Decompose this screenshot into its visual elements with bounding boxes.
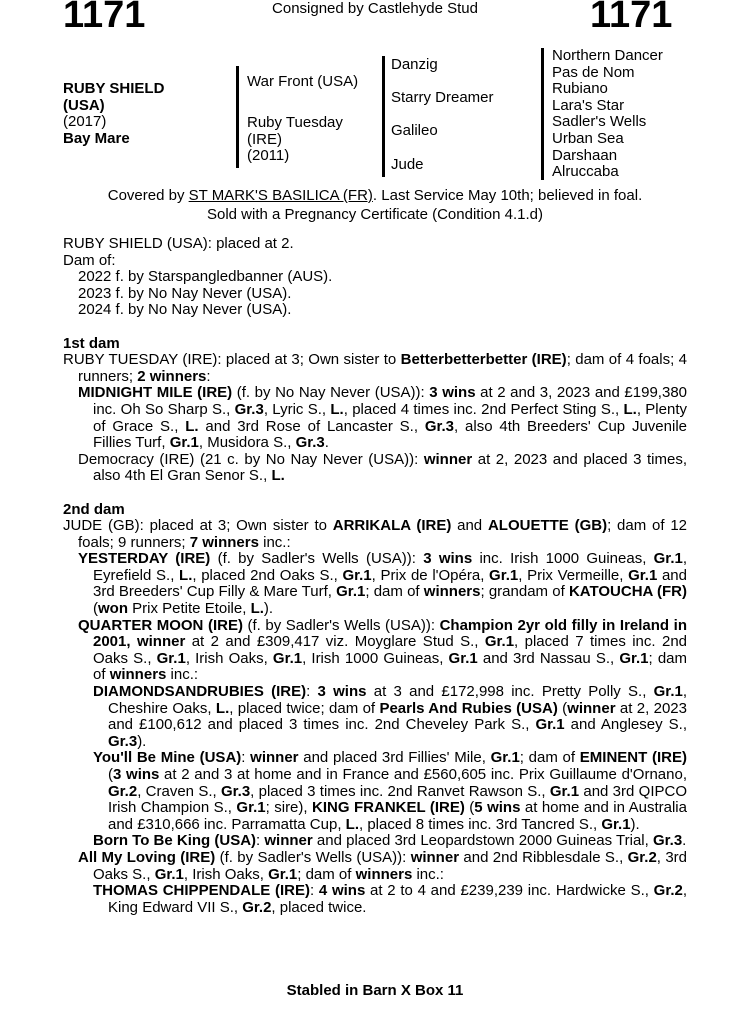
emphasis-text: THOMAS CHIPPENDALE (IRE)	[93, 882, 310, 900]
record-text: , placed 8 times inc. 3rd Tancred S.,	[359, 815, 602, 833]
record-text: ; dam of	[365, 583, 424, 601]
record-text: :	[241, 749, 251, 767]
emphasis-text: Gr.1	[619, 649, 649, 667]
record-text: and 3rd QIPCO Irish Champion S.,	[108, 782, 687, 817]
emphasis-text: L.	[179, 566, 193, 584]
emphasis-text: Gr.3	[108, 732, 138, 750]
emphasis-text: 3 wins	[429, 384, 476, 402]
record-text: JUDE (GB): placed at 3; Own sister to	[63, 517, 333, 535]
record-text: , Eyrefield S.,	[93, 550, 687, 584]
emphasis-text: 4 wins	[318, 882, 366, 900]
record-text: RUBY TUESDAY (IRE): placed at 3; Own sister to	[63, 351, 401, 369]
emphasis-text: L.	[185, 417, 199, 435]
produce-item: 2022 f. by Starspangledbanner (AUS).	[78, 268, 333, 286]
record-text: ; dam of	[519, 749, 580, 767]
emphasis-text: Gr.3	[295, 434, 325, 452]
record-text: , Cheshire Oaks,	[108, 683, 687, 717]
catalogue-body	[63, 236, 687, 916]
emphasis-text: Gr.1	[336, 583, 366, 601]
record-text: :	[256, 832, 265, 850]
record-text: (	[557, 699, 568, 717]
emphasis-text: Pearls And Rubies (USA)	[379, 699, 558, 717]
emphasis-text: Gr.1	[489, 566, 519, 584]
record-text: Prix Petite Etoile,	[128, 600, 251, 618]
record-text: , Musidora S.,	[198, 434, 296, 452]
record-text: .	[682, 832, 687, 850]
horse-description: Bay Mare	[63, 129, 130, 147]
emphasis-text: 3 wins	[423, 550, 473, 568]
emphasis-text: winner	[410, 848, 460, 866]
emphasis-text: Champion 2yr old filly in Ireland in 2001, winner	[93, 616, 687, 651]
produce-record-quarter-moon	[63, 618, 687, 684]
emphasis-text: DIAMONDSANDRUBIES (IRE)	[93, 683, 307, 701]
record-text: at 2 to 4 and £239,239 inc. Hardwicke S.,	[365, 882, 654, 900]
produce-record-youll-be-mine	[63, 750, 687, 833]
pedigree-divider-2	[382, 56, 385, 177]
produce-record-thomas-chippendale	[63, 883, 687, 916]
pedigree-divider-1	[236, 66, 239, 168]
emphasis-text: KING FRANKEL (IRE)	[312, 799, 465, 817]
record-text: , 3rd Oaks S.,	[93, 848, 688, 883]
emphasis-text: winner	[423, 450, 473, 468]
emphasis-text: MIDNIGHT MILE (IRE)	[78, 384, 233, 402]
record-text: , Irish Oaks,	[185, 649, 273, 667]
emphasis-text: winners	[423, 583, 481, 601]
emphasis-text: L.	[345, 815, 359, 833]
record-text: inc.:	[258, 533, 291, 551]
record-text: (	[108, 766, 113, 783]
record-text: ; dam of	[297, 865, 356, 883]
pedigree-dam: Ruby Tuesday (IRE) (2011)	[247, 114, 343, 165]
emphasis-text: Gr.1	[169, 434, 199, 452]
covering-line: Covered by ST MARK'S BASILICA (FR). Last Service May 10th; believed in foal.	[107, 187, 643, 204]
record-text: , King Edward VII S.,	[108, 882, 688, 916]
emphasis-text: Gr.2	[627, 848, 657, 866]
pedigree-grandparent: Starry Dreamer	[391, 89, 494, 106]
emphasis-text: Gr.2	[108, 782, 138, 800]
emphasis-text: 3 wins	[317, 683, 367, 701]
emphasis-text: Born To Be King (USA)	[93, 832, 257, 850]
emphasis-text: L.	[250, 600, 264, 618]
record-text: , Irish Oaks,	[183, 865, 269, 883]
emphasis-text: Gr.1	[448, 649, 478, 667]
second-dam-heading: 2nd dam	[63, 500, 125, 518]
emphasis-text: L.	[330, 400, 344, 418]
emphasis-text: 2 winners	[137, 367, 207, 385]
pedigree-great-grandparents: Northern Dancer Pas de Nom Rubiano Lara's Star Sadler's Wells Urban Sea Darshaan Alruccaba	[552, 47, 663, 181]
record-text: , placed 7 times inc. 2nd Oaks S.,	[93, 633, 688, 667]
emphasis-text: Gr.1	[154, 865, 184, 883]
emphasis-text: L.	[271, 467, 285, 485]
emphasis-text: Gr.3	[652, 832, 683, 850]
record-text: at 2 and 3 at home and in France and £560,605 inc. Prix Guillaume d'Ornano,	[159, 766, 687, 783]
emphasis-text: winners	[355, 865, 413, 883]
emphasis-text: winner	[250, 749, 299, 767]
emphasis-text: L.	[623, 400, 637, 418]
record-text: :	[306, 683, 318, 701]
emphasis-text: Gr.1	[653, 683, 683, 701]
record-text: at 2, 2023 and placed 3 times, also 4th El Gran Senor S.,	[93, 450, 687, 485]
record-text: (f. by No Nay Never (USA)):	[232, 384, 430, 402]
record-text: ; sire),	[265, 799, 313, 817]
record-text: , also 4th Breeders' Cup Juvenile Fillies Turf,	[93, 417, 687, 452]
record-text: at 2 and £309,417 viz. Moyglare Stud S.,	[185, 633, 485, 651]
record-text: , Prix de l'Opéra,	[371, 566, 490, 584]
record-text: , Irish 1000 Guineas,	[302, 649, 449, 667]
record-text: at home and in Australia and £310,666 inc. Parramatta Cup,	[108, 799, 687, 833]
produce-record-midnight-mile	[63, 385, 687, 451]
emphasis-text: Betterbetterbetter (IRE)	[400, 351, 567, 369]
produce-record-democracy	[63, 452, 687, 485]
emphasis-text: You'll Be Mine (USA)	[93, 749, 242, 767]
emphasis-text: Gr.1	[549, 782, 580, 800]
emphasis-text: Gr.2	[653, 882, 683, 900]
record-text: (	[93, 600, 98, 618]
horse-year: (2017)	[63, 113, 107, 131]
record-text: ; dam of 4 foals; 4 runners;	[78, 351, 687, 385]
record-text: ).	[137, 732, 147, 750]
emphasis-text: 5 wins	[474, 799, 521, 817]
first-dam-heading: 1st dam	[63, 334, 120, 352]
record-text: and 3rd Breeders' Cup Filly & Mare Turf,	[93, 566, 687, 601]
emphasis-text: winner	[567, 699, 616, 717]
emphasis-text: Gr.1	[156, 649, 186, 667]
emphasis-text: Gr.3	[424, 417, 455, 435]
stabling-footer: Stabled in Barn X Box 11	[286, 982, 464, 999]
record-intro: RUBY SHIELD (USA): placed at 2.	[63, 235, 294, 252]
record-text: and 3rd Rose of Lancaster S.,	[198, 417, 425, 435]
horse-info	[63, 81, 164, 147]
emphasis-text: ALOUETTE (GB)	[487, 517, 608, 535]
produce-record-yesterday	[63, 551, 687, 617]
pregnancy-certificate-line: Sold with a Pregnancy Certificate (Condition 4.1.d)	[206, 206, 543, 223]
record-text: (f. by Sadler's Wells (USA)):	[210, 550, 424, 568]
emphasis-text: QUARTER MOON (IRE)	[78, 616, 243, 634]
record-text: ).	[630, 815, 640, 833]
emphasis-text: Gr.1	[272, 649, 303, 667]
emphasis-text: winner	[264, 832, 313, 850]
record-text: , placed 3 times inc. 2nd Ranvet Rawson S.,	[250, 782, 550, 800]
emphasis-text: Gr.1	[535, 716, 565, 734]
record-text: , Plenty of Grace S.,	[93, 400, 687, 435]
record-text: .	[324, 434, 329, 452]
record-text: inc.:	[166, 666, 199, 684]
record-text: at 2 and 3, 2023 and £199,380 inc. Oh So Sharp S.,	[93, 384, 687, 418]
record-text: and placed 3rd Fillies' Mile,	[298, 749, 491, 767]
covering-stallion: ST MARK'S BASILICA (FR)	[188, 187, 373, 204]
record-text: ; dam of 12 foals; 9 runners;	[78, 517, 687, 551]
dam-of-label: Dam of:	[63, 251, 116, 269]
emphasis-text: KATOUCHA (FR)	[568, 583, 688, 601]
record-text: and placed 3rd Leopardstown 2000 Guineas Trial,	[312, 832, 653, 850]
record-text: and 3rd Nassau S.,	[477, 649, 620, 667]
emphasis-text: YESTERDAY (IRE)	[78, 550, 211, 568]
lot-number-right: 1171	[590, 0, 673, 30]
record-text: ; dam of	[93, 649, 687, 684]
record-text: and	[451, 517, 488, 535]
emphasis-text: Gr.3	[220, 782, 251, 800]
record-text: (f. by Sadler's Wells (USA)):	[215, 848, 411, 866]
horse-name: RUBY SHIELD	[63, 80, 165, 97]
pedigree-grandparent: Danzig	[391, 56, 438, 73]
record-text: , Lyric S.,	[263, 400, 331, 418]
produce-item: 2024 f. by No Nay Never (USA).	[78, 301, 292, 319]
emphasis-text: Gr.1	[653, 550, 683, 568]
emphasis-text: Gr.1	[484, 633, 515, 651]
emphasis-text: won	[98, 600, 128, 618]
second-dam-record	[63, 518, 687, 551]
record-text: :	[309, 882, 319, 900]
pedigree-grandparent: Galileo	[391, 122, 438, 139]
record-text: inc.:	[412, 865, 444, 883]
pedigree-grandparent: Jude	[391, 156, 424, 173]
emphasis-text: 7 winners	[189, 533, 259, 551]
emphasis-text: All My Loving (IRE)	[78, 848, 216, 866]
emphasis-text: Gr.1	[628, 566, 658, 584]
record-text: , placed twice.	[271, 898, 367, 916]
record-text: and Anglesey S.,	[564, 716, 687, 734]
record-text: (	[464, 799, 475, 817]
pedigree-divider-3	[541, 48, 544, 180]
record-text: at 3 and £172,998 inc. Pretty Polly S.,	[366, 683, 654, 701]
record-text: Democracy (IRE) (21 c. by No Nay Never (USA)):	[78, 450, 424, 468]
emphasis-text: Gr.1	[268, 865, 298, 883]
record-text: inc. Irish 1000 Guineas,	[472, 550, 654, 568]
record-text: ).	[263, 600, 274, 618]
pedigree-sire: War Front (USA)	[247, 73, 359, 90]
emphasis-text: Gr.1	[601, 815, 631, 833]
emphasis-text: Gr.3	[234, 400, 264, 418]
horse-origin: (USA)	[63, 96, 105, 114]
emphasis-text: Gr.1	[236, 799, 266, 817]
lot-number-left: 1171	[63, 0, 146, 30]
record-text: , placed 2nd Oaks S.,	[192, 566, 343, 584]
record-text: , placed twice; dam of	[229, 699, 380, 717]
emphasis-text: Gr.1	[342, 566, 372, 584]
produce-record-all-my-loving	[63, 850, 687, 883]
record-text: , placed 4 times inc. 2nd Perfect Sting S.,	[343, 400, 624, 418]
emphasis-text: ARRIKALA (IRE)	[332, 517, 452, 535]
record-text: and 2nd Ribblesdale S.,	[459, 848, 628, 866]
record-text: at 2, 2023 and £100,612 and placed 3 times inc. 2nd Cheveley Park S.,	[108, 699, 687, 734]
produce-record-born-to-be-king	[63, 833, 687, 850]
produce-item: 2023 f. by No Nay Never (USA).	[78, 284, 292, 302]
record-text: , Craven S.,	[137, 782, 221, 800]
produce-record-diamondsandrubies	[63, 684, 687, 750]
emphasis-text: 3 wins	[113, 766, 160, 783]
emphasis-text: Gr.1	[490, 749, 520, 767]
record-text: (f. by Sadler's Wells (USA)):	[242, 616, 440, 634]
first-dam-record	[63, 352, 687, 385]
record-text: , Prix Vermeille,	[518, 566, 629, 584]
record-text: ; grandam of	[480, 583, 569, 601]
emphasis-text: Gr.2	[242, 898, 272, 916]
consigner-line: Consigned by Castlehyde Stud	[272, 0, 478, 17]
emphasis-text: winners	[109, 666, 167, 684]
emphasis-text: EMINENT (IRE)	[579, 749, 688, 767]
emphasis-text: L.	[215, 699, 230, 717]
record-text: :	[206, 367, 211, 385]
